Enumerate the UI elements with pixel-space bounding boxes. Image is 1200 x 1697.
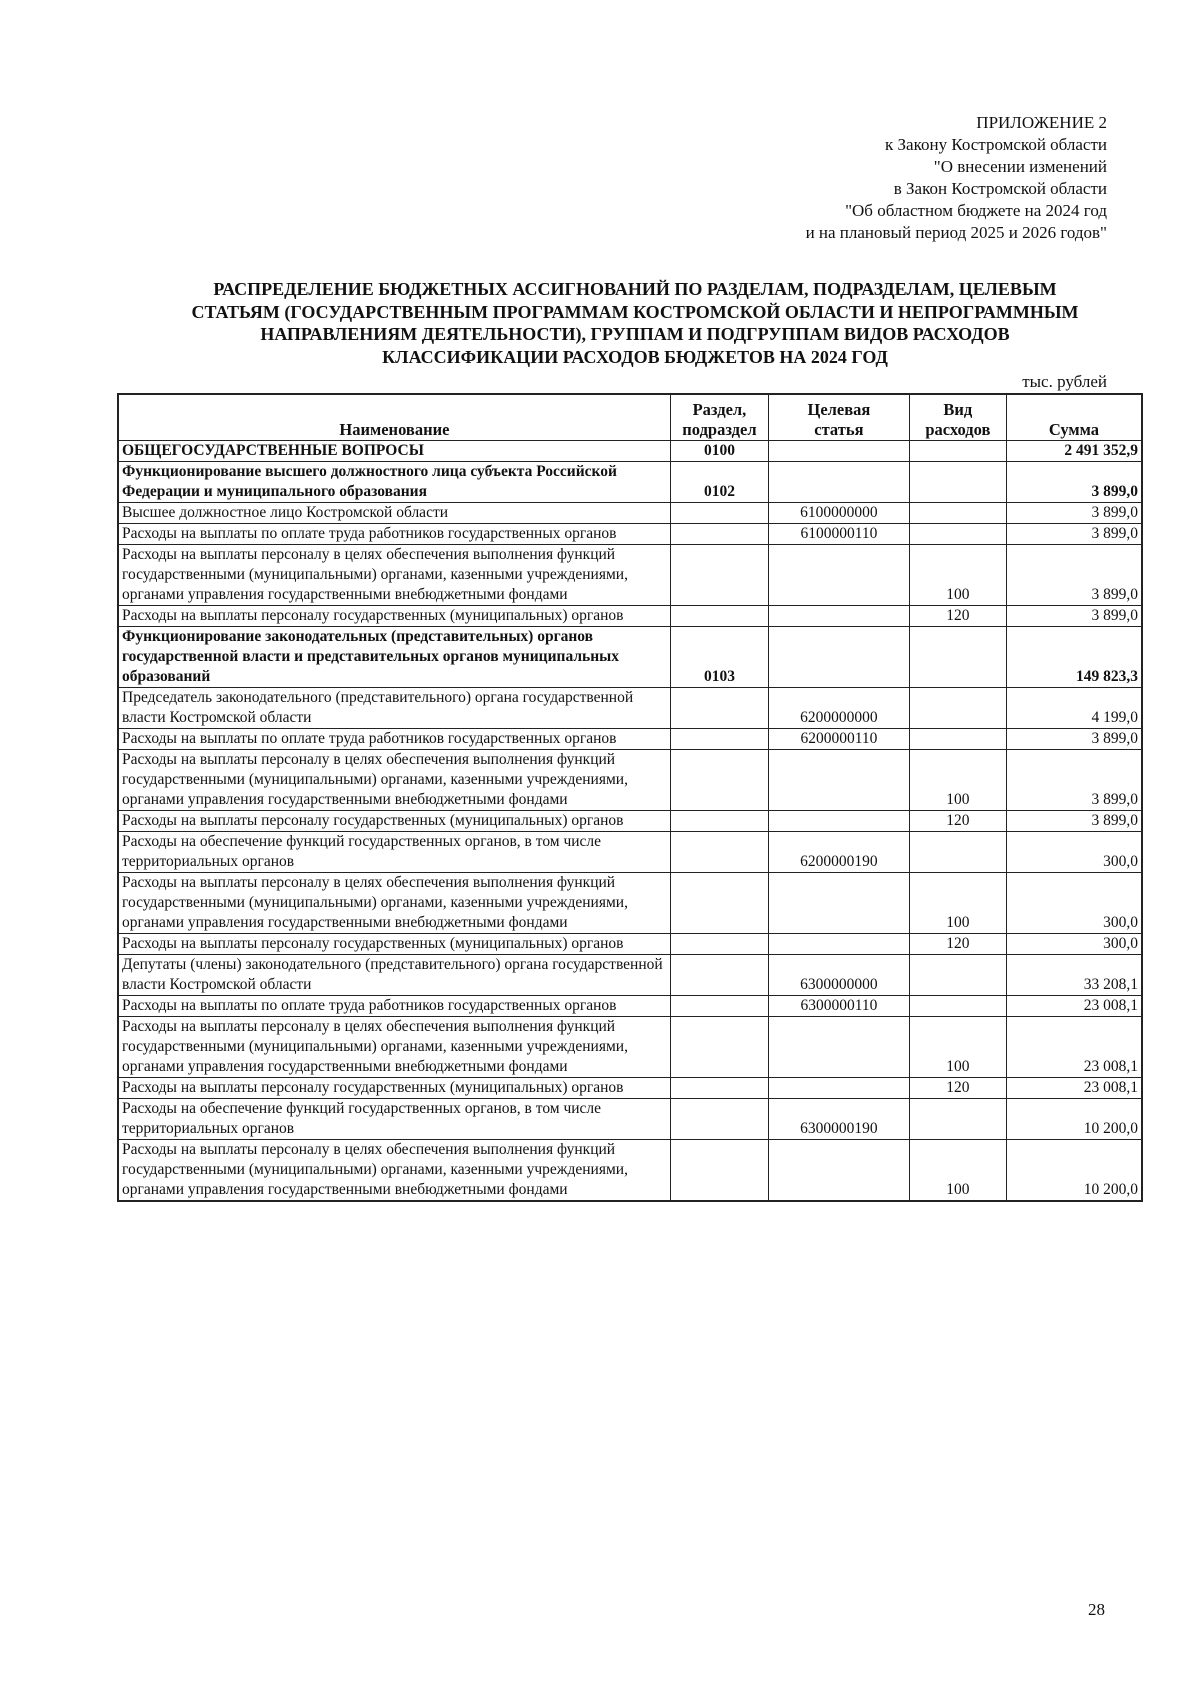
cell-target: 6200000000 xyxy=(769,688,910,729)
cell-kind xyxy=(909,832,1006,873)
table-body xyxy=(118,441,1142,1202)
page-number: 28 xyxy=(1088,1600,1105,1619)
cell-target xyxy=(769,627,910,688)
table-row xyxy=(118,729,1142,750)
cell-kind: 100 xyxy=(909,750,1006,811)
cell-name: Расходы на обеспечение функций государственных органов, в том числе территориальных органов xyxy=(118,1099,670,1140)
cell-sum: 3 899,0 xyxy=(1006,811,1142,832)
title-line: СТАТЬЯМ (ГОСУДАРСТВЕННЫМ ПРОГРАММАМ КОСТРОМСКОЙ ОБЛАСТИ И НЕПРОГРАММНЫМ xyxy=(191,301,1079,322)
table-row xyxy=(118,1099,1142,1140)
cell-section xyxy=(670,1017,768,1078)
cell-section xyxy=(670,503,768,524)
column-header-section-line1: Раздел, xyxy=(692,400,747,419)
column-header-target-line2: статья xyxy=(814,420,864,439)
cell-name: Расходы на выплаты персоналу в целях обеспечения выполнения функций государственными (муниципальными) органами, казенными учреждениями, органами управления государственными внебюджетными фондами xyxy=(118,1140,670,1202)
cell-name: Функционирование законодательных (представительных) органов государственной власти и представительных органов муниципальных образований xyxy=(118,627,670,688)
appendix-reference xyxy=(806,112,1107,244)
column-header-target xyxy=(769,394,910,441)
cell-sum: 300,0 xyxy=(1006,934,1142,955)
table-row xyxy=(118,811,1142,832)
cell-sum: 3 899,0 xyxy=(1006,462,1142,503)
table-row xyxy=(118,1140,1142,1202)
column-header-kind-line2: расходов xyxy=(925,420,991,439)
cell-kind xyxy=(909,441,1006,462)
appendix-line: к Закону Костромской области xyxy=(885,135,1107,154)
cell-section xyxy=(670,1078,768,1099)
cell-target xyxy=(769,873,910,934)
cell-section xyxy=(670,832,768,873)
table-row xyxy=(118,545,1142,606)
cell-section xyxy=(670,729,768,750)
cell-name: ОБЩЕГОСУДАРСТВЕННЫЕ ВОПРОСЫ xyxy=(118,441,670,462)
cell-target: 6100000000 xyxy=(769,503,910,524)
cell-target: 6300000110 xyxy=(769,996,910,1017)
cell-kind: 100 xyxy=(909,1017,1006,1078)
cell-kind: 100 xyxy=(909,873,1006,934)
column-header-kind-line1: Вид xyxy=(943,400,973,419)
table-row xyxy=(118,627,1142,688)
cell-target xyxy=(769,606,910,627)
cell-section xyxy=(670,934,768,955)
cell-sum: 33 208,1 xyxy=(1006,955,1142,996)
cell-name: Функционирование высшего должностного лица субъекта Российской Федерации и муниципального образования xyxy=(118,462,670,503)
table-row xyxy=(118,873,1142,934)
cell-section xyxy=(670,524,768,545)
table-row xyxy=(118,1017,1142,1078)
column-header-name: Наименование xyxy=(118,394,670,441)
title-line: РАСПРЕДЕЛЕНИЕ БЮДЖЕТНЫХ АССИГНОВАНИЙ ПО РАЗДЕЛАМ, ПОДРАЗДЕЛАМ, ЦЕЛЕВЫМ xyxy=(213,279,1057,299)
appendix-line: "О внесении изменений xyxy=(933,157,1107,176)
table-row xyxy=(118,462,1142,503)
table-row xyxy=(118,996,1142,1017)
table-row xyxy=(118,955,1142,996)
cell-name: Расходы на выплаты персоналу государственных (муниципальных) органов xyxy=(118,934,670,955)
cell-kind: 100 xyxy=(909,545,1006,606)
cell-target: 6300000190 xyxy=(769,1099,910,1140)
cell-sum: 2 491 352,9 xyxy=(1006,441,1142,462)
cell-target: 6300000000 xyxy=(769,955,910,996)
cell-target xyxy=(769,750,910,811)
cell-name: Председатель законодательного (представительного) органа государственной власти Костромской области xyxy=(118,688,670,729)
cell-target: 6100000110 xyxy=(769,524,910,545)
cell-section xyxy=(670,1140,768,1202)
cell-sum: 3 899,0 xyxy=(1006,503,1142,524)
units-label: тыс. рублей xyxy=(1022,372,1107,391)
cell-section xyxy=(670,688,768,729)
cell-sum: 10 200,0 xyxy=(1006,1099,1142,1140)
cell-name: Расходы на обеспечение функций государственных органов, в том числе территориальных органов xyxy=(118,832,670,873)
cell-kind xyxy=(909,524,1006,545)
cell-kind: 120 xyxy=(909,934,1006,955)
cell-target xyxy=(769,934,910,955)
cell-target: 6200000110 xyxy=(769,729,910,750)
cell-kind: 120 xyxy=(909,811,1006,832)
title-line: НАПРАВЛЕНИЯМ ДЕЯТЕЛЬНОСТИ), ГРУППАМ И ПОДГРУППАМ ВИДОВ РАСХОДОВ xyxy=(260,324,1010,344)
cell-section xyxy=(670,545,768,606)
cell-target xyxy=(769,1078,910,1099)
cell-sum: 23 008,1 xyxy=(1006,1078,1142,1099)
cell-kind: 120 xyxy=(909,1078,1006,1099)
cell-name: Расходы на выплаты по оплате труда работников государственных органов xyxy=(118,524,670,545)
cell-section: 0100 xyxy=(670,441,768,462)
cell-kind xyxy=(909,1099,1006,1140)
cell-section xyxy=(670,873,768,934)
column-header-sum: Сумма xyxy=(1006,394,1142,441)
cell-sum: 300,0 xyxy=(1006,832,1142,873)
cell-kind: 120 xyxy=(909,606,1006,627)
appendix-line: и на плановый период 2025 и 2026 годов" xyxy=(805,223,1107,242)
cell-kind xyxy=(909,729,1006,750)
column-header-target-line1: Целевая xyxy=(807,400,871,419)
cell-sum: 3 899,0 xyxy=(1006,729,1142,750)
cell-sum: 300,0 xyxy=(1006,873,1142,934)
cell-target xyxy=(769,545,910,606)
cell-name: Депутаты (члены) законодательного (представительного) органа государственной власти Костромской области xyxy=(118,955,670,996)
table-row xyxy=(118,750,1142,811)
cell-name: Расходы на выплаты персоналу в целях обеспечения выполнения функций государственными (муниципальными) органами, казенными учреждениями, органами управления государственными внебюджетными фондами xyxy=(118,545,670,606)
cell-kind: 100 xyxy=(909,1140,1006,1202)
appendix-line: "Об областном бюджете на 2024 год xyxy=(845,201,1107,220)
cell-section xyxy=(670,750,768,811)
document-title xyxy=(120,278,1150,368)
column-header-section-line2: подраздел xyxy=(682,420,757,439)
cell-target xyxy=(769,811,910,832)
title-line: КЛАССИФИКАЦИИ РАСХОДОВ БЮДЖЕТОВ НА 2024 ГОД xyxy=(382,346,888,367)
appendix-line: ПРИЛОЖЕНИЕ 2 xyxy=(976,113,1107,132)
column-header-kind xyxy=(909,394,1006,441)
appendix-line: в Закон Костромской области xyxy=(893,179,1107,198)
cell-name: Расходы на выплаты персоналу в целях обеспечения выполнения функций государственными (муниципальными) органами, казенными учреждениями, органами управления государственными внебюджетными фондами xyxy=(118,750,670,811)
cell-target: 6200000190 xyxy=(769,832,910,873)
cell-section xyxy=(670,955,768,996)
cell-name: Высшее должностное лицо Костромской области xyxy=(118,503,670,524)
cell-name: Расходы на выплаты персоналу в целях обеспечения выполнения функций государственными (муниципальными) органами, казенными учреждениями, органами управления государственными внебюджетными фондами xyxy=(118,1017,670,1078)
cell-section xyxy=(670,1099,768,1140)
table-row xyxy=(118,503,1142,524)
cell-kind xyxy=(909,627,1006,688)
column-header-section xyxy=(670,394,768,441)
cell-name: Расходы на выплаты персоналу государственных (муниципальных) органов xyxy=(118,1078,670,1099)
cell-sum: 149 823,3 xyxy=(1006,627,1142,688)
cell-section: 0103 xyxy=(670,627,768,688)
cell-target xyxy=(769,1140,910,1202)
cell-sum: 4 199,0 xyxy=(1006,688,1142,729)
table-row xyxy=(118,934,1142,955)
cell-name: Расходы на выплаты персоналу государственных (муниципальных) органов xyxy=(118,606,670,627)
cell-name: Расходы на выплаты по оплате труда работников государственных органов xyxy=(118,729,670,750)
budget-table xyxy=(117,393,1143,1202)
cell-section xyxy=(670,606,768,627)
cell-sum: 3 899,0 xyxy=(1006,524,1142,545)
cell-sum: 10 200,0 xyxy=(1006,1140,1142,1202)
table-row xyxy=(118,606,1142,627)
cell-name: Расходы на выплаты по оплате труда работников государственных органов xyxy=(118,996,670,1017)
cell-section xyxy=(670,811,768,832)
cell-name: Расходы на выплаты персоналу государственных (муниципальных) органов xyxy=(118,811,670,832)
cell-kind xyxy=(909,462,1006,503)
cell-sum: 3 899,0 xyxy=(1006,750,1142,811)
cell-kind xyxy=(909,996,1006,1017)
cell-target xyxy=(769,462,910,503)
cell-name: Расходы на выплаты персоналу в целях обеспечения выполнения функций государственными (муниципальными) органами, казенными учреждениями, органами управления государственными внебюджетными фондами xyxy=(118,873,670,934)
table-row xyxy=(118,524,1142,545)
table-row xyxy=(118,832,1142,873)
cell-section: 0102 xyxy=(670,462,768,503)
cell-kind xyxy=(909,688,1006,729)
table-row xyxy=(118,441,1142,462)
cell-sum: 23 008,1 xyxy=(1006,996,1142,1017)
cell-sum: 23 008,1 xyxy=(1006,1017,1142,1078)
table-header-row xyxy=(118,394,1142,441)
cell-target xyxy=(769,1017,910,1078)
cell-sum: 3 899,0 xyxy=(1006,606,1142,627)
cell-target xyxy=(769,441,910,462)
cell-sum: 3 899,0 xyxy=(1006,545,1142,606)
table-row xyxy=(118,1078,1142,1099)
cell-kind xyxy=(909,955,1006,996)
cell-section xyxy=(670,996,768,1017)
table-row xyxy=(118,688,1142,729)
cell-kind xyxy=(909,503,1006,524)
